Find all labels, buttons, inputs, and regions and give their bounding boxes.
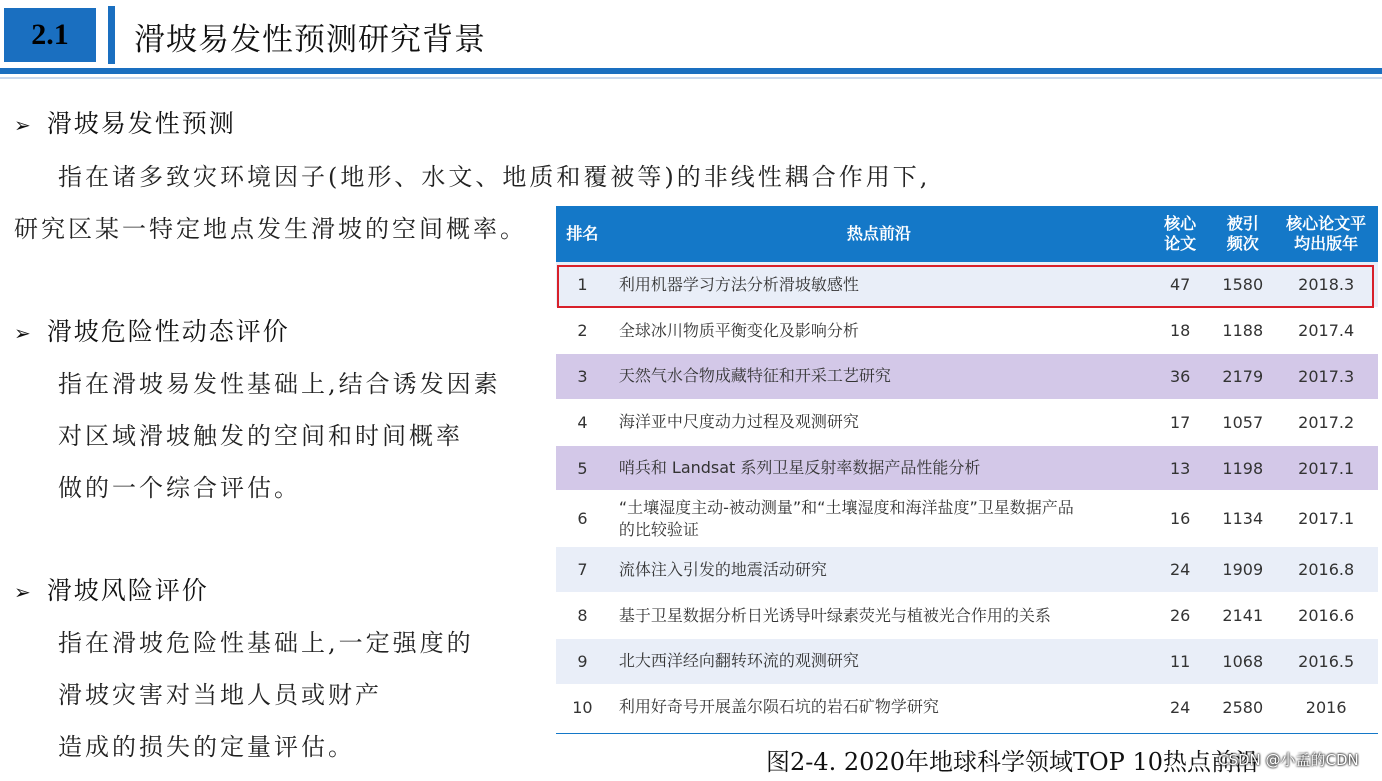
table-row	[556, 308, 1378, 354]
bullet-title: 滑坡危险性动态评价	[46, 317, 290, 346]
table-row	[556, 399, 1378, 445]
number-cell: 24	[1169, 697, 1191, 717]
topic-cell: 利用好奇号开展盖尔陨石坑的岩石矿物学研究	[618, 697, 939, 717]
topic-cell: 天然气水合物成藏特征和开采工艺研究	[618, 366, 891, 386]
number-cell: 18	[1169, 321, 1191, 341]
table-row	[556, 354, 1378, 400]
figure-caption: 图2-4. 2020年地球科学领域TOP 10热点前沿	[766, 748, 1259, 776]
number-cell: 16	[1169, 509, 1191, 529]
number-cell: 24	[1169, 560, 1191, 580]
year-cell: 2017.1	[1298, 509, 1355, 529]
number-cell: 26	[1169, 606, 1191, 626]
bullet-title: 滑坡易发性预测	[46, 109, 236, 138]
number-cell: 13	[1169, 458, 1191, 478]
rank-cell: 1	[577, 275, 588, 295]
year-cell: 2018.3	[1298, 275, 1355, 295]
rank-cell: 8	[577, 606, 588, 626]
bullet-text-line: 对区域滑坡触发的空间和时间概率	[58, 422, 463, 450]
table-row	[556, 593, 1378, 639]
number-cell: 2141	[1222, 606, 1264, 626]
bullet-text-line: 做的一个综合评估。	[58, 474, 301, 502]
topic-cell: 哨兵和 Landsat 系列卫星反射率数据产品性能分析	[618, 458, 981, 478]
year-cell: 2016	[1305, 697, 1347, 717]
header-citations: 被引频次	[1226, 214, 1259, 253]
year-cell: 2016.8	[1298, 560, 1355, 580]
number-cell: 47	[1169, 275, 1191, 295]
slide-title: 滑坡易发性预测研究背景	[134, 22, 486, 58]
rank-cell: 9	[577, 651, 588, 671]
arrow-bullet-icon: ➢	[14, 580, 33, 604]
table-row	[556, 491, 1378, 547]
bullet-title: 滑坡风险评价	[46, 576, 209, 605]
arrow-bullet-icon: ➢	[14, 113, 33, 137]
bullet-hazard	[14, 312, 290, 348]
slide-header	[0, 0, 1382, 68]
bullet-text-line: 滑坡灾害对当地人员或财产	[58, 681, 382, 709]
year-cell: 2016.5	[1298, 651, 1355, 671]
header-year: 核心论文平均出版年	[1286, 214, 1367, 253]
number-cell: 1057	[1222, 412, 1264, 432]
topic-cell: 海洋亚中尺度动力过程及观测研究	[618, 412, 859, 432]
rank-cell: 7	[577, 560, 588, 580]
header-papers: 核心论文	[1164, 214, 1197, 253]
header-rule	[0, 68, 1382, 74]
number-cell: 1580	[1222, 275, 1264, 295]
table-row	[556, 684, 1378, 730]
number-cell: 1909	[1222, 560, 1264, 580]
header-rank: 排名	[566, 224, 599, 243]
number-cell: 2179	[1222, 366, 1264, 386]
bullet-text-line: 研究区某一特定地点发生滑坡的空间概率。	[14, 215, 527, 243]
arrow-bullet-icon: ➢	[14, 321, 33, 345]
watermark: CSDN @小孟的CDN	[1218, 751, 1359, 769]
row-highlight-box	[557, 265, 1374, 308]
bullet-text-line: 指在滑坡危险性基础上,一定强度的	[58, 629, 474, 657]
topic-cell: 利用机器学习方法分析滑坡敏感性	[618, 274, 859, 294]
bullet-text-line: 指在诸多致灾环境因子(地形、水文、地质和覆被等)的非线性耦合作用下,	[58, 163, 931, 191]
table-row	[556, 445, 1378, 491]
topic-cell: 基于卫星数据分析日光诱导叶绿素荧光与植被光合作用的关系	[618, 605, 1051, 625]
number-cell: 36	[1169, 366, 1191, 386]
rank-cell: 4	[577, 412, 588, 432]
table-header-row	[556, 206, 1378, 262]
topic-cell: “土壤湿度主动-被动测量”和“土壤湿度和海洋盐度”卫星数据产品的比较验证	[618, 497, 1074, 539]
number-cell: 1198	[1222, 458, 1264, 478]
year-cell: 2017.2	[1298, 412, 1355, 432]
header-rule-thin	[0, 77, 1382, 79]
topic-cell: 北大西洋经向翻转环流的观测研究	[618, 651, 859, 671]
year-cell: 2017.3	[1298, 366, 1355, 386]
year-cell: 2016.6	[1298, 606, 1355, 626]
header-topic: 热点前沿	[846, 224, 911, 243]
year-cell: 2017.4	[1298, 321, 1355, 341]
number-cell: 1134	[1222, 509, 1264, 529]
topic-cell: 流体注入引发的地震活动研究	[618, 559, 827, 579]
rank-cell: 2	[577, 321, 588, 341]
table-bottom-rule	[556, 733, 1378, 734]
number-cell: 2580	[1222, 697, 1264, 717]
number-cell: 17	[1169, 412, 1191, 432]
number-cell: 11	[1169, 651, 1191, 671]
section-divider-bar	[108, 6, 115, 64]
number-cell: 1068	[1222, 651, 1264, 671]
rank-cell: 6	[577, 509, 588, 529]
bullet-risk	[14, 571, 209, 607]
section-number: 2.1	[4, 8, 96, 62]
table-row	[556, 639, 1378, 685]
bullet-text-line: 指在滑坡易发性基础上,结合诱发因素	[58, 370, 501, 398]
number-cell: 1188	[1222, 321, 1264, 341]
bullet-susceptibility	[14, 104, 236, 140]
rank-cell: 10	[572, 697, 593, 717]
rank-cell: 5	[577, 458, 588, 478]
rank-cell: 3	[577, 366, 588, 386]
table-row	[556, 547, 1378, 593]
bullet-text-line: 造成的损失的定量评估。	[58, 733, 355, 761]
topic-cell: 全球冰川物质平衡变化及影响分析	[618, 320, 859, 340]
year-cell: 2017.1	[1298, 458, 1355, 478]
